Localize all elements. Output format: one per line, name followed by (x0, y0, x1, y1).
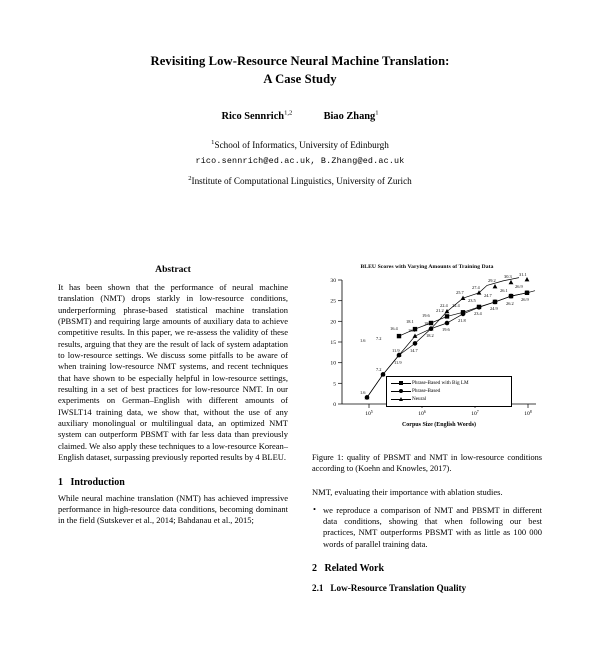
svg-text:21.8: 21.8 (458, 318, 466, 323)
legend-label-0: Phrase-Based with Big LM (412, 380, 469, 386)
legend-label-2: Neural (412, 396, 427, 403)
svg-text:26.9: 26.9 (521, 297, 529, 302)
svg-text:24.7: 24.7 (484, 293, 492, 298)
svg-text:29.2: 29.2 (488, 278, 496, 283)
svg-text:30: 30 (330, 278, 336, 284)
svg-text:18.2: 18.2 (424, 321, 432, 326)
svg-text:21.2: 21.2 (436, 308, 444, 313)
svg-text:16.1: 16.1 (408, 328, 416, 333)
svg-text:5: 5 (333, 381, 336, 388)
svg-text:25: 25 (330, 298, 336, 305)
legend-item-0 (390, 379, 508, 387)
svg-text:26.9: 26.9 (515, 284, 523, 289)
svg-text:19.6: 19.6 (422, 313, 430, 318)
author-2: Biao Zhang$^1$ (323, 110, 379, 123)
svg-text:24.9: 24.9 (490, 306, 498, 311)
right-column (312, 264, 542, 596)
two-column-body (58, 264, 542, 596)
svg-text:11.9: 11.9 (394, 360, 402, 365)
author-list (0, 110, 600, 122)
svg-text:107: $10^7$ (471, 409, 479, 417)
svg-text:105: $10^5$ (365, 409, 373, 417)
svg-text:25.7: 25.7 (456, 290, 464, 295)
svg-text:20: 20 (330, 319, 336, 326)
contribution-bullets (312, 505, 542, 550)
svg-text:26.2: 26.2 (506, 301, 514, 306)
right-column-paragraph: NMT, evaluating their importance with ablation studies. (312, 487, 503, 498)
subsection-title: Low-Resource Translation Quality (330, 583, 467, 594)
author-2-affil-marker: 1 (375, 110, 379, 117)
svg-text:31.1: 31.1 (519, 272, 527, 277)
svg-text:23.4: 23.4 (474, 311, 482, 316)
paper-page (0, 52, 600, 652)
section-introduction-heading (58, 477, 288, 488)
legend-item-2 (390, 395, 508, 403)
affiliation-2-marker: 2 (188, 174, 192, 182)
affiliation-2-text: Institute of Computational Linguistics, University of Zurich (191, 175, 412, 186)
section-introduction-title: Introduction (70, 476, 125, 488)
legend-item-1 (390, 387, 508, 395)
svg-text:14.7: 14.7 (410, 348, 418, 353)
svg-text:27.4: 27.4 (472, 285, 480, 290)
figure-1-caption: Figure 1: quality of PBSMT and NMT in low-resource conditions according to (Koehn and Knowles, 2017). (312, 453, 542, 474)
legend-label-1: Phrase-Based (412, 388, 441, 395)
svg-text:16.4: 16.4 (390, 326, 398, 331)
chart-title: BLEU Scores with Varying Amounts of Training Data (360, 264, 494, 270)
paper-title-line2: A Case Study (263, 72, 337, 86)
section-related-work-number: 2 (312, 563, 317, 575)
affiliation-1-marker: 1 (211, 139, 215, 147)
chart-legend (386, 376, 512, 407)
legend-triangle-icon (390, 396, 412, 404)
introduction-text: While neural machine translation (NMT) has achieved impressive performance in high-resource data conditions, becoming dominant in the field (Sutskever et al., 2014; Bahdanau et al., 2015; (58, 492, 288, 526)
chart-plot-area (312, 272, 542, 438)
figure-1 (312, 264, 542, 444)
title-block (0, 52, 600, 88)
author-1: Rico Sennrich$^{1,2}$ (221, 110, 293, 123)
paper-title-line1: Revisiting Low-Resource Neural Machine Translation: (150, 54, 450, 68)
section-introduction-number: 1 (58, 476, 63, 488)
subsection-number: 2.1 (312, 583, 324, 594)
subsection-heading (312, 583, 542, 593)
chart-svg (312, 272, 542, 432)
list-item: • we reproduce a comparison of NMT and PBSMT in different data conditions, showing that when following our best practices, NMT outperforms PBSMT with as little as 100 000 words of parallel training data. (312, 505, 542, 550)
svg-text:22.4: 22.4 (440, 303, 448, 308)
svg-text:7.2: 7.2 (376, 336, 382, 341)
svg-text:22.4: 22.4 (452, 303, 460, 308)
svg-text:7.2: 7.2 (376, 367, 382, 372)
author-emails[interactable]: rico.sennrich@ed.ac.uk, B.Zhang@ed.ac.uk (195, 155, 405, 166)
svg-text:1.6: 1.6 (360, 390, 366, 395)
svg-text:106: $10^6$ (418, 409, 426, 417)
left-column (58, 264, 288, 596)
svg-text:30.3: 30.3 (504, 274, 512, 279)
abstract-text: It has been shown that the performance of neural machine translation (NMT) drops starkly in low-resource conditions, underperforming phrase-based statistical machine translation (PBSMT) and requiring large amounts of auxiliary data to achieve competitive results. In this paper, we re-assess the validity of these results, arguing that they are the result of lack of system adaptation to low-resource settings. We discuss some pitfalls to be aware of when training low-resource NMT systems, and recent techniques that have shown to be especially helpful in low-resource settings, resulting in a set of best practices for low-resource NMT. In our experiments on German–English with different amounts of IWSLT14 training data, we show that, without the use of any auxiliary monolingual or multilingual data, an optimized NMT system can outperform PBSMT with far less data than previously claimed. We also apply these techniques to a low-resource Korean–English dataset, surpassing previously reported results by 4 BLEU. (58, 282, 288, 463)
svg-text:108: $10^8$ (524, 409, 532, 417)
author-1-affil-marker: 1,2 (284, 110, 293, 117)
abstract-heading: Abstract (155, 264, 191, 275)
svg-text:0: 0 (333, 402, 336, 408)
section-related-work-heading (312, 563, 542, 574)
svg-text:11.9: 11.9 (392, 348, 400, 353)
legend-circle-icon (390, 387, 412, 395)
legend-square-icon (390, 379, 412, 387)
svg-text:1.6: 1.6 (360, 338, 366, 343)
svg-text:26.1: 26.1 (500, 288, 508, 293)
svg-text:18.2: 18.2 (426, 333, 434, 338)
svg-text:23.5: 23.5 (468, 298, 476, 303)
svg-text:18.1: 18.1 (406, 319, 414, 324)
affiliation-2 (0, 175, 600, 186)
affiliation-1-text: School of Informatics, University of Edinburgh (214, 140, 389, 151)
svg-text:Corpus Size (English Words): Corpus Size (English Words) (401, 422, 477, 428)
svg-text:10: 10 (330, 360, 336, 367)
section-related-work-title: Related Work (324, 563, 385, 575)
svg-text:15: 15 (330, 340, 336, 346)
svg-text:19.6: 19.6 (442, 327, 450, 332)
affiliation-1 (0, 136, 600, 152)
